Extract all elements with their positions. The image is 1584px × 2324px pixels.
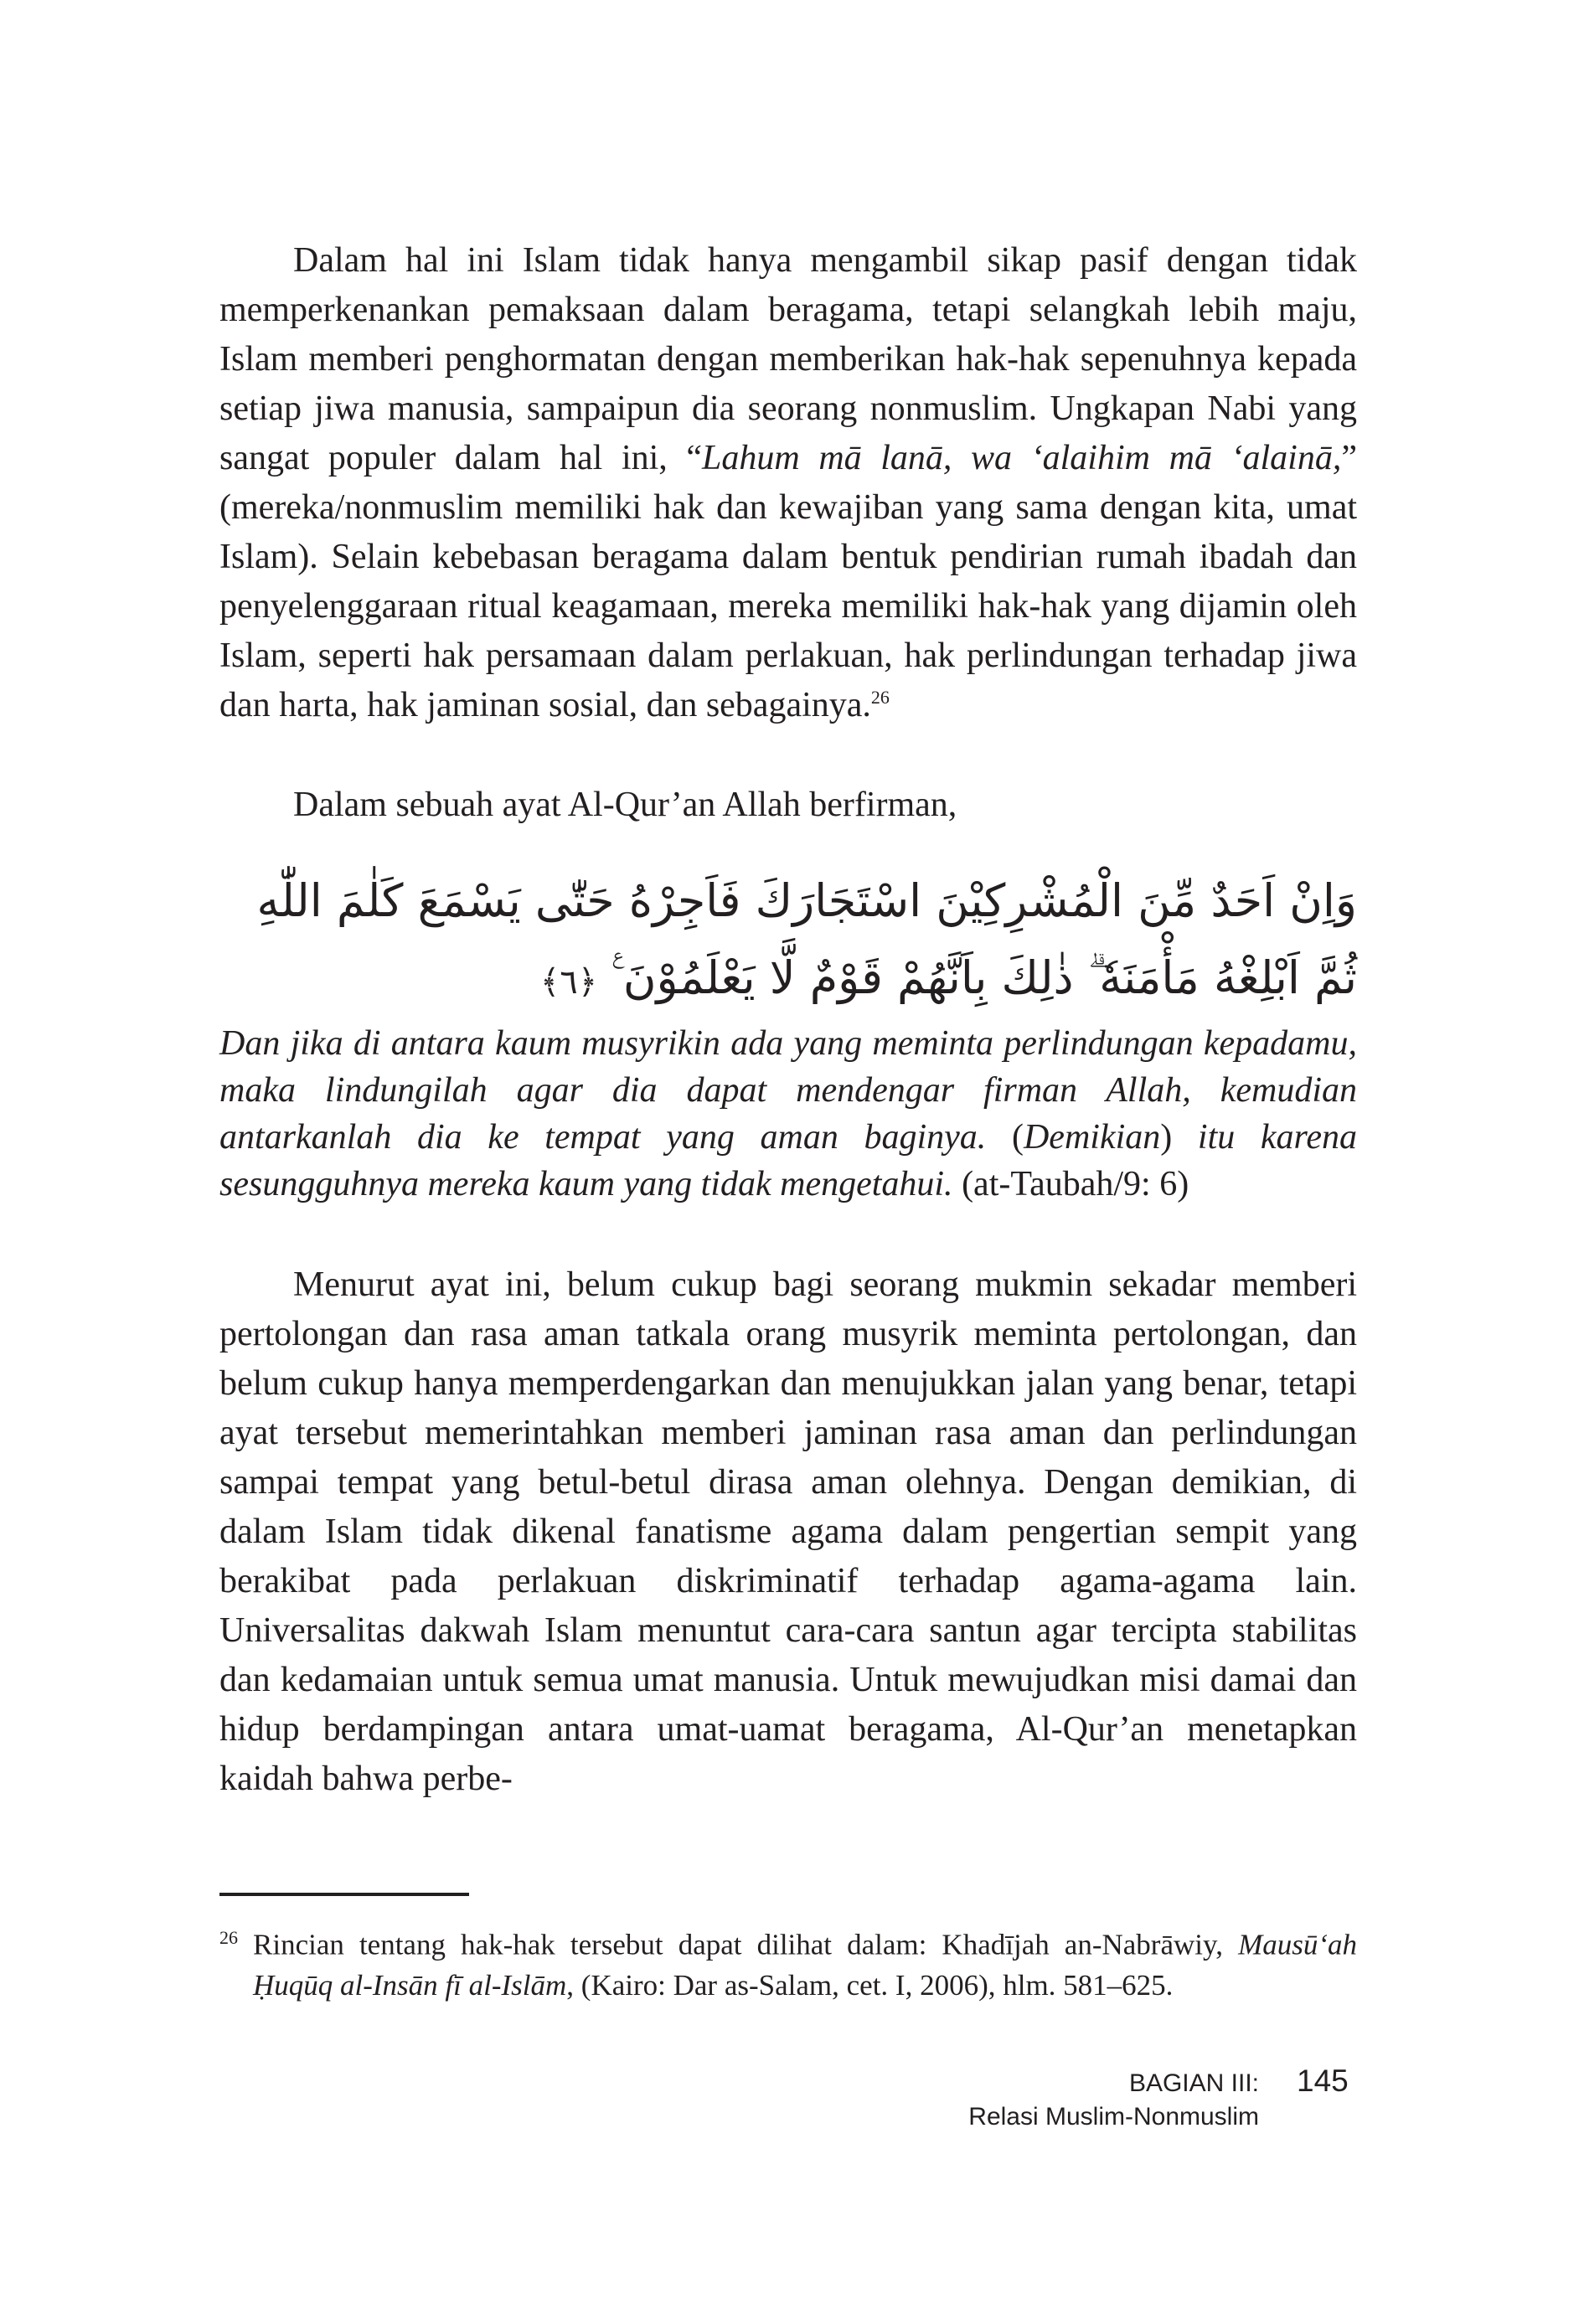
- translation-paren-open: (: [986, 1118, 1024, 1157]
- running-head: [968, 2067, 1259, 2134]
- footnote-ref-26: 26: [870, 687, 890, 708]
- footnote-text-before-title: Rincian tentang hak-hak tersebut dapat dilihat dalam: Khadījah an-Nabrāwiy,: [253, 1928, 1239, 1961]
- footnote-text-after-title: , (Kairo: Dar as-Salam, cet. I, 2006), hlm. 581–625.: [566, 1968, 1174, 2002]
- arabic-verse-text: وَاِنْ اَحَدٌ مِّنَ الْمُشْرِكِيْنَ اسْتَجَارَكَ فَاَجِرْهُ حَتّٰى يَسْمَعَ كَلٰمَ اللّٰهِ ثُمَّ اَبْلِغْهُ مَأْمَنَهٗ ۗ ذٰلِكَ بِاَنَّهُمْ قَوْمٌ لَّا يَعْلَمُوْنَ ࣖ: [256, 874, 1357, 1004]
- translation-italic-2: Demikian: [1023, 1118, 1161, 1157]
- para1-text-before-quote: Dalam hal ini Islam tidak hanya mengambil sikap pasif dengan tidak memperkenankan pemaksaan dalam beragama, tetapi selangkah lebih maju, Islam memberi penghormatan dengan memberikan hak-hak sepenuhnya kepada setiap jiwa manusia, sampaipun dia seorang nonmuslim. Ungkapan Nabi yang sangat populer dalam hal ini, “: [219, 241, 1357, 477]
- translation-reference: (at-Taubah/9: 6): [952, 1165, 1189, 1203]
- footnote-number: 26: [219, 1927, 238, 1948]
- body-paragraph-2: [219, 781, 1357, 830]
- ayah-number: ٦: [560, 963, 578, 1002]
- body-paragraph-1: [219, 236, 1357, 730]
- para1-quote-italic: Lahum mā lanā, wa ‘alaihim mā ‘alainā,: [702, 439, 1342, 477]
- verse-translation: [219, 1020, 1357, 1208]
- para3-text: Menurut ayat ini, belum cukup bagi seorang mukmin sekadar memberi pertolongan dan rasa aman tatkala orang musyrik meminta pertolongan, dan belum cukup hanya memperdengarkan dan menujukkan jalan yang benar, tetapi ayat tersebut memerintahkan memberi jaminan rasa aman dan perlindungan sampai tempat yang betul-betul dirasa aman olehnya. Dengan demikian, di dalam Islam tidak dikenal fanatisme agama dalam pengertian sempit yang berakibat pada perlakuan diskriminatif terhadap agama-agama lain. Universalitas dakwah Islam menuntut cara-cara santun agar tercipta stabilitas dan kedamaian untuk semua umat manusia. Untuk mewujudkan misi damai dan hidup berdampingan antara umat-uamat beragama, Al-Qur’an menetapkan kaidah bahwa perbe-: [219, 1265, 1357, 1798]
- page-number: 145: [1297, 2064, 1349, 2098]
- para2-text: Dalam sebuah ayat Al-Qur’an Allah berfirman,: [293, 786, 957, 824]
- running-head-title: Relasi Muslim-Nonmuslim: [968, 2103, 1259, 2131]
- ayah-number-marker: ﴿٦﴾: [539, 963, 598, 1002]
- body-paragraph-3: [219, 1260, 1357, 1804]
- arabic-verse: [219, 863, 1357, 1021]
- running-head-part: BAGIAN III:: [1128, 2069, 1259, 2097]
- para1-text-after-quote: ” (mereka/nonmuslim memiliki hak dan kewajiban yang sama dengan kita, umat Islam). Selain kebebasan beragama dalam bentuk pendirian rumah ibadah dan penyelenggaraan ritual keagamaan, mereka memiliki hak-hak yang dijamin oleh Islam, seperti hak persamaan dalam perlakuan, hak perlindungan terhadap jiwa dan harta, hak jaminan sosial, dan sebagainya.: [219, 439, 1357, 724]
- translation-paren-close: ): [1160, 1118, 1198, 1157]
- footnote-divider: [219, 1893, 469, 1896]
- footnote-title-italic: Mausū‘ah Ḥuqūq al-Insān fī al-Islām: [253, 1928, 1357, 2002]
- footnote-26: [219, 1918, 1357, 2006]
- translation-italic-1: Dan jika di antara kaum musyrikin ada yang meminta perlindungan kepadamu, maka lindungilah agar dia dapat mendengar firman Allah, kemudian antarkanlah dia ke tempat yang aman baginya.: [219, 1024, 1357, 1157]
- translation-italic-3: itu karena sesungguhnya mereka kaum yang tidak mengetahui.: [219, 1118, 1357, 1203]
